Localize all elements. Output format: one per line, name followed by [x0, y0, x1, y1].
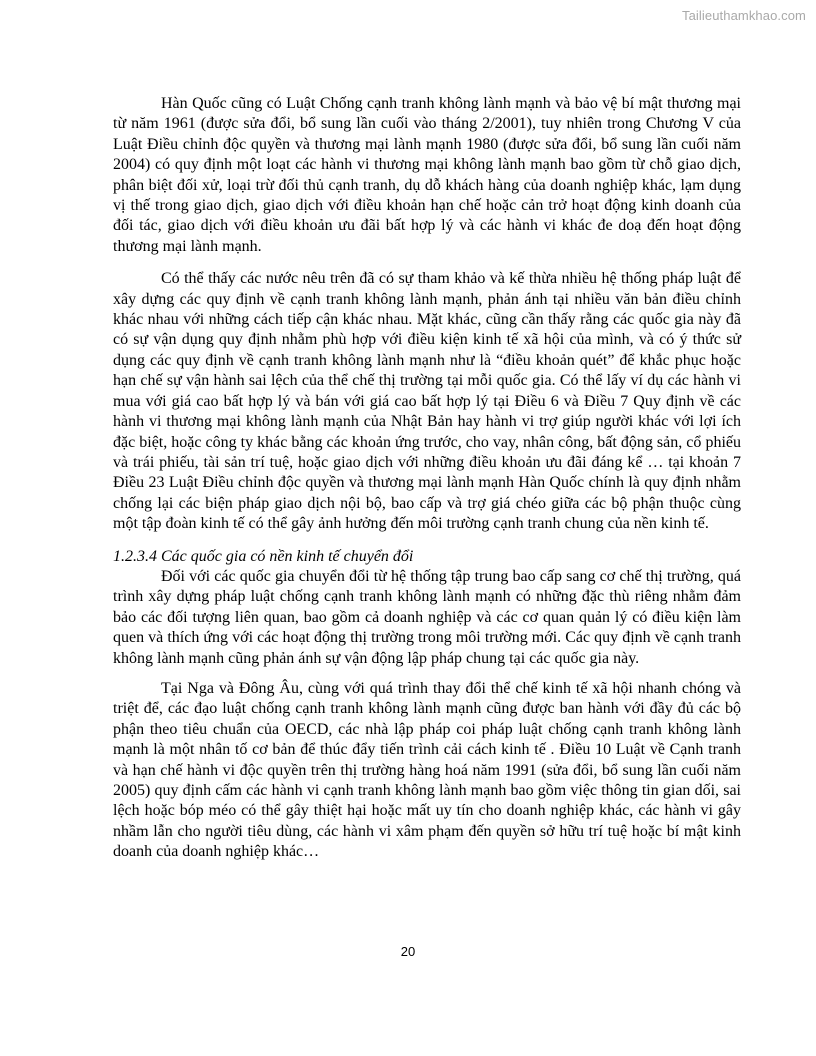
page-number: 20 — [400, 944, 416, 959]
paragraph-transition-economies: Đối với các quốc gia chuyển đổi từ hệ thống tập trung bao cấp sang cơ chế thị trường, quá trình xây dựng pháp luật chống cạnh tranh không lành mạnh có những đặc thù riêng nhằm đảm bảo các đối tượng liên quan, bao gồm cả doanh nghiệp và các cơ quan quản lý có điều kiện làm quen và thích ứng với các hoạt động thị trường trong môi trường mới. Các quy định về cạnh tranh không lành mạnh cũng phản ánh sự vận động lập pháp chung tại các quốc gia này. — [113, 567, 741, 667]
paragraph-russia-eastern-europe: Tại Nga và Đông Âu, cùng với quá trình thay đổi thể chế kinh tế xã hội nhanh chóng và triệt để, các đạo luật chống cạnh tranh không lành mạnh cũng được ban hành với đầy đủ các bộ phận theo tiêu chuẩn của OECD, các nhà lập pháp coi pháp luật chống cạnh tranh không lành mạnh là một nhân tố cơ bản để thúc đẩy tiến trình cải cách kinh tế . Điều 10 Luật về Cạnh tranh và hạn chế hành vi độc quyền trên thị trường hàng hoá năm 1991 (sửa đổi, bổ sung lần cuối năm 2005) quy định cấm các hành vi cạnh tranh không lành mạnh bao gồm việc thông tin gian dối, sai lệch hoặc bóp méo có thể gây thiệt hại hoặc mất uy tín cho doanh nghiệp khác, các hành vi gây nhầm lẫn cho người tiêu dùng, các hành vi xâm phạm đến quyền sở hữu trí tuệ hoặc bí mật kinh doanh của doanh nghiệp khác… — [113, 679, 741, 861]
watermark: Tailieuthamkhao.com — [681, 8, 806, 23]
paragraph-reference-analysis: Có thể thấy các nước nêu trên đã có sự tham khảo và kế thừa nhiều hệ thống pháp luật để xây dựng các quy định về cạnh tranh không lành mạnh, phản ánh tại nhiều văn bản điều chỉnh khác nhau với những cách tiếp cận khác nhau. Mặt khác, cũng cần thấy rằng các quốc gia này đã có sự vận dụng quy định nhằm phù hợp với điều kiện kinh tế xã hội của mình, và có ý thức sử dụng các quy định về cạnh tranh không lành mạnh như là “điều khoản quét” để khắc phục hoặc hạn chế sự vận hành sai lệch của thể chế thị trường tại mỗi quốc gia. Có thể lấy ví dụ các hành vi mua với giá cao bất hợp lý và bán với giá cao bất hợp lý tại Điều 6 và Điều 7 Quy định về các hành vi thương mại không lành mạnh của Nhật Bản hay hành vi trợ giúp người khác với lợi ích đặc biệt, hoặc công ty khác bằng các khoản ứng trước, cho vay, nhân công, bất động sản, cổ phiếu và trái phiếu, tài sản trí tuệ, hoặc giao dịch với những điều khoản ưu đãi đáng kể … tại khoản 7 Điều 23 Luật Điều chỉnh độc quyền và thương mại lành mạnh Hàn Quốc chính là quy định nhằm chống lại các biện pháp giao dịch nội bộ, bao cấp và trợ giá chéo giữa các bộ phận thuộc cùng một tập đoàn kinh tế có thể gây ảnh hưởng đến môi trường cạnh tranh chung của nền kinh tế. — [113, 270, 741, 533]
document-body — [113, 94, 741, 875]
section-heading: 1.2.3.4 Các quốc gia có nền kinh tế chuyển đổi — [113, 547, 414, 565]
paragraph-korea-law: Hàn Quốc cũng có Luật Chống cạnh tranh không lành mạnh và bảo vệ bí mật thương mại từ năm 1961 (được sửa đổi, bổ sung lần cuối vào tháng 2/2001), tuy nhiên trong Chương V của Luật Điều chỉnh độc quyền và thương mại lành mạnh 1980 (được sửa đổi, bổ sung lần cuối năm 2004) có quy định một loạt các hành vi thương mại không lành mạnh bao gồm từ chỗ giao dịch, phân biệt đối xử, loại trừ đối thủ cạnh tranh, dụ dỗ khách hàng của doanh nghiệp khác, lạm dụng vị thế trong giao dịch, giao dịch với điều khoản hạn chế hoặc cản trở hoạt động kinh doanh của đối tác, giao dịch với điều khoản ưu đãi bất hợp lý và các hành vi khác đe doạ đến hoạt động thương mại lành mạnh. — [113, 95, 741, 255]
